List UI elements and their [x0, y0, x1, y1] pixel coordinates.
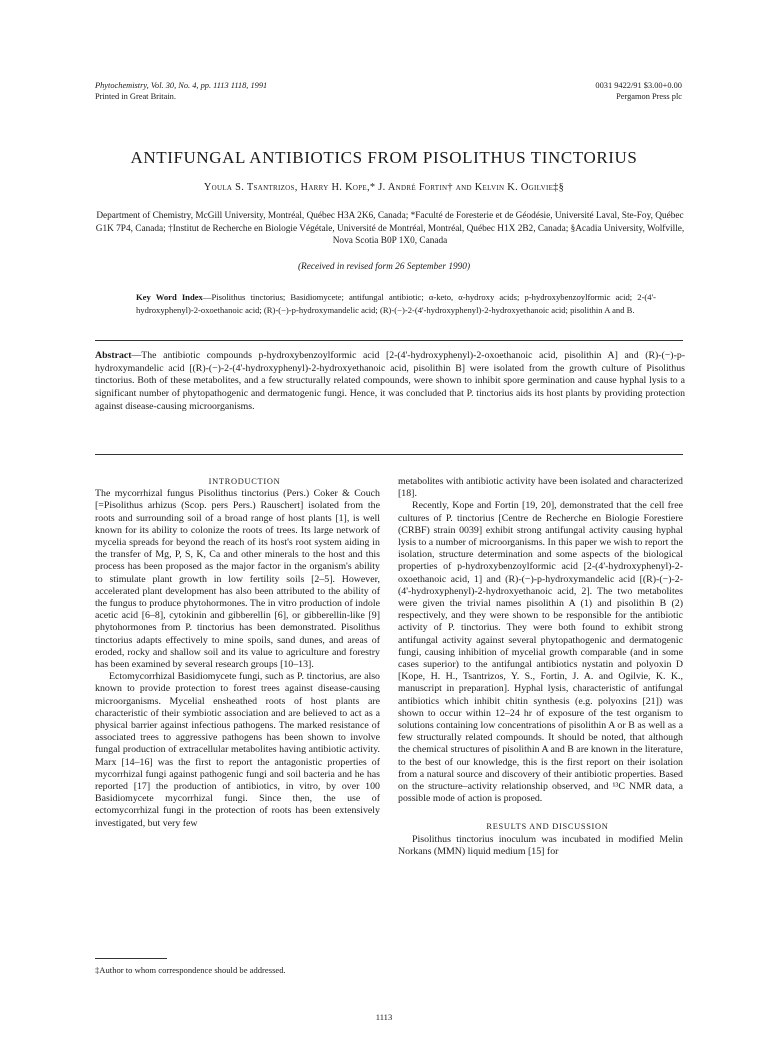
results-paragraph-1: Pisolithus tinctorius inoculum was incubated in modified Melin Norkans (MMN) liquid medium [15] for — [398, 833, 683, 857]
left-column — [95, 476, 380, 830]
intro-paragraph-4: Recently, Kope and Fortin [19, 20], demonstrated that the cell free cultures of P. tinctorius [Centre de Recherche en Biologie Forestiere (CRBF) strain 0039] exhibit strong antifungal activity causing hyphal lysis to a number of microorganisms. In this paper we wish to report the isolation, structure determination and some aspects of the biological properties of p-hydroxybenzoylformic acid [2-(4'-hydroxyphenyl)-2-oxoethanoic acid, 1] and (R)-(−)-p-hydroxymandelic acid [(R)-(−)-2-(4'-hydroxyphenyl)-2-hydroxyethanoic acid, 2]. The two metabolites were given the trivial names pisolithin A (1) and pisolithin B (2) respectively, and they were shown to be responsible for the antibiotic activity of P. tinctorius. They were both found to exhibit strong antifungal activity against several phytopathogenic and dermatogenic fungi, causing inhibition of mycelial growth comparable (and in some cases superior) to the antifungal antibiotics nystatin and polyoxin D [Kope, H. H., Tsantrizos, Y. S., Fortin, J. A. and Ogilvie, K. K., manuscript in preparation]. Hyphal lysis, characteristic of antifungal antibiotics which inhibit chitin synthesis (e.g. polyoxins [21]) was shown to occur within 12–24 hr of exposure of the test organism to solutions containing low concentrations of pisolithin A or B as well as a few structurally related compounds. It should be noted, that although the chemical structures of pisolithin A and B are known in the literature, to the best of our knowledge, this is the first report on their isolation from a natural source and discovery of their antibiotic properties. Based on the structure–activity relationship observed, and ¹³C NMR data, a possible mode of action is proposed. — [398, 500, 683, 805]
affiliations: Department of Chemistry, McGill University, Montréal, Québec H3A 2K6, Canada; *Faculté de Foresterie et de Géodésie, Université Laval, Ste-Foy, Québec G1K 7P4, Canada; †Institut de Recherche en Biologie Végétale, Université de Montréal, Montréal, Québec H1X 2B2, Canada; §Acadia University, Wolfville, Nova Scotia B0P 1X0, Canada — [95, 211, 685, 247]
article-title: ANTIFUNGAL ANTIBIOTICS FROM PISOLITHUS TINCTORIUS — [130, 148, 638, 167]
keyword-index — [136, 291, 656, 316]
intro-paragraph-2: Ectomycorrhizal Basidiomycete fungi, such as P. tinctorius, are also known to provide protection to forest trees against disease-causing microorganisms. Mycelial ensheathed roots of host plants are characteristic of their symbiotic association and are believed to act as a physical barrier against infectious pathogens. The marked resistance of associated trees to aggressive pathogens has been shown to involve fungal production of extracellular metabolites having antibiotic activity. Marx [14–16] was the first to report the antagonistic properties of mycorrhizal fungi against pathogenic fungi and soil bacteria and he has reported [17] the production of antibiotics, in vitro, by over 100 Basidiomycete mycorrhizal fungi. Since then, the use of ectomycorrhizal fungi in the protection of roots has been extensively investigated, but very few — [95, 671, 380, 829]
abstract-label: Abstract — [95, 350, 132, 361]
right-column — [398, 476, 683, 858]
footnote-rule — [95, 958, 167, 959]
keyword-text: —Pisolithus tinctorius; Basidiomycete; antifungal antibiotic; α-keto, α-hydroxy acids; p-hydroxybenzoylformic acid; 2-(4'-hydroxyphenyl)-2-oxoethanoic acid; (R)-(−)-p-hydroxymandelic acid; (R)-(−)-2-(4'-hydroxyphenyl)-2-hydroxyethanoic acid; pisolithin A and B. — [136, 292, 656, 315]
page-number: 1113 — [375, 1012, 393, 1022]
keyword-label: Key Word Index — [136, 292, 203, 302]
abstract — [95, 350, 685, 414]
bottom-divider — [95, 454, 683, 455]
introduction-heading: INTRODUCTION — [208, 477, 281, 486]
received-date: (Received in revised form 26 September 1990) — [297, 262, 471, 272]
author-list: Youla S. Tsantrizos, Harry H. Kope,* J. André Fortin† and Kelvin K. Ogilvie‡§ — [203, 182, 565, 193]
printed-location: Printed in Great Britain. — [95, 92, 176, 101]
journal-header-right — [470, 80, 682, 102]
price-code: 0031 9422/91 $3.00+0.00 — [595, 81, 682, 90]
results-heading: RESULTS AND DISCUSSION — [486, 822, 609, 832]
intro-paragraph-3: metabolites with antibiotic activity have been isolated and characterized [18]. — [398, 476, 683, 500]
abstract-text: —The antibiotic compounds p-hydroxybenzoylformic acid [2-(4'-hydroxyphenyl)-2-oxoethanoic acid, pisolithin A] and (R)-(−)-p-hydroxymandelic acid [(R)-(−)-2-(4'-hydroxyphenyl)-2-hydroxyethanoic acid, pisolithin B] were isolated from the growth culture of Pisolithus tinctorius. Both of these metabolites, and a few structurally related compounds, were shown to inhibit spore germination and cause hyphal lysis to a significant number of phytopathogenic and dermatogenic fungi. Hence, it was concluded that P. tinctorius aids its host plants by providing protection against disease-causing microorganisms. — [95, 350, 685, 412]
intro-paragraph-1: The mycorrhizal fungus Pisolithus tinctorius (Pers.) Coker & Couch [=Pisolithus arhizus (Scop. pers Pers.) Rauschert] isolated from the roots and surrounding soil of a broad range of host plants [1], is well known for its ability to colonize the roots of trees. Its large network of mycelia spreads for beyond the reach of its host's root system aiding in the transfer of Mg, P, S, K, Ca and other minerals to the host and this process has been proposed as the major factor in the organism's ability to stimulate plant growth in low fertility soils [2–5]. However, accelerated plant development has also been attributed to the ability of the fungus to produce phytohormones. The in vitro production of indole acetic acid [6–8], cytokinin and gibberellin [6], or gibberellin-like [9] phytohormones from P. tinctorius has been demonstrated. Pisolithus tinctorius adapts effectively to mine spoils, sand dunes, and areas of eroded, rocky and shallow soil and its value to agriculture and forestry has been examined by several research groups [10–13]. — [95, 488, 380, 671]
top-divider — [95, 340, 683, 341]
footnote: ‡Author to whom correspondence should be addressed. — [95, 965, 286, 975]
publisher: Pergamon Press plc — [616, 92, 682, 101]
journal-header-left — [95, 80, 267, 102]
journal-citation: Phytochemistry, Vol. 30, No. 4, pp. 1113 1118, 1991 — [95, 81, 268, 90]
